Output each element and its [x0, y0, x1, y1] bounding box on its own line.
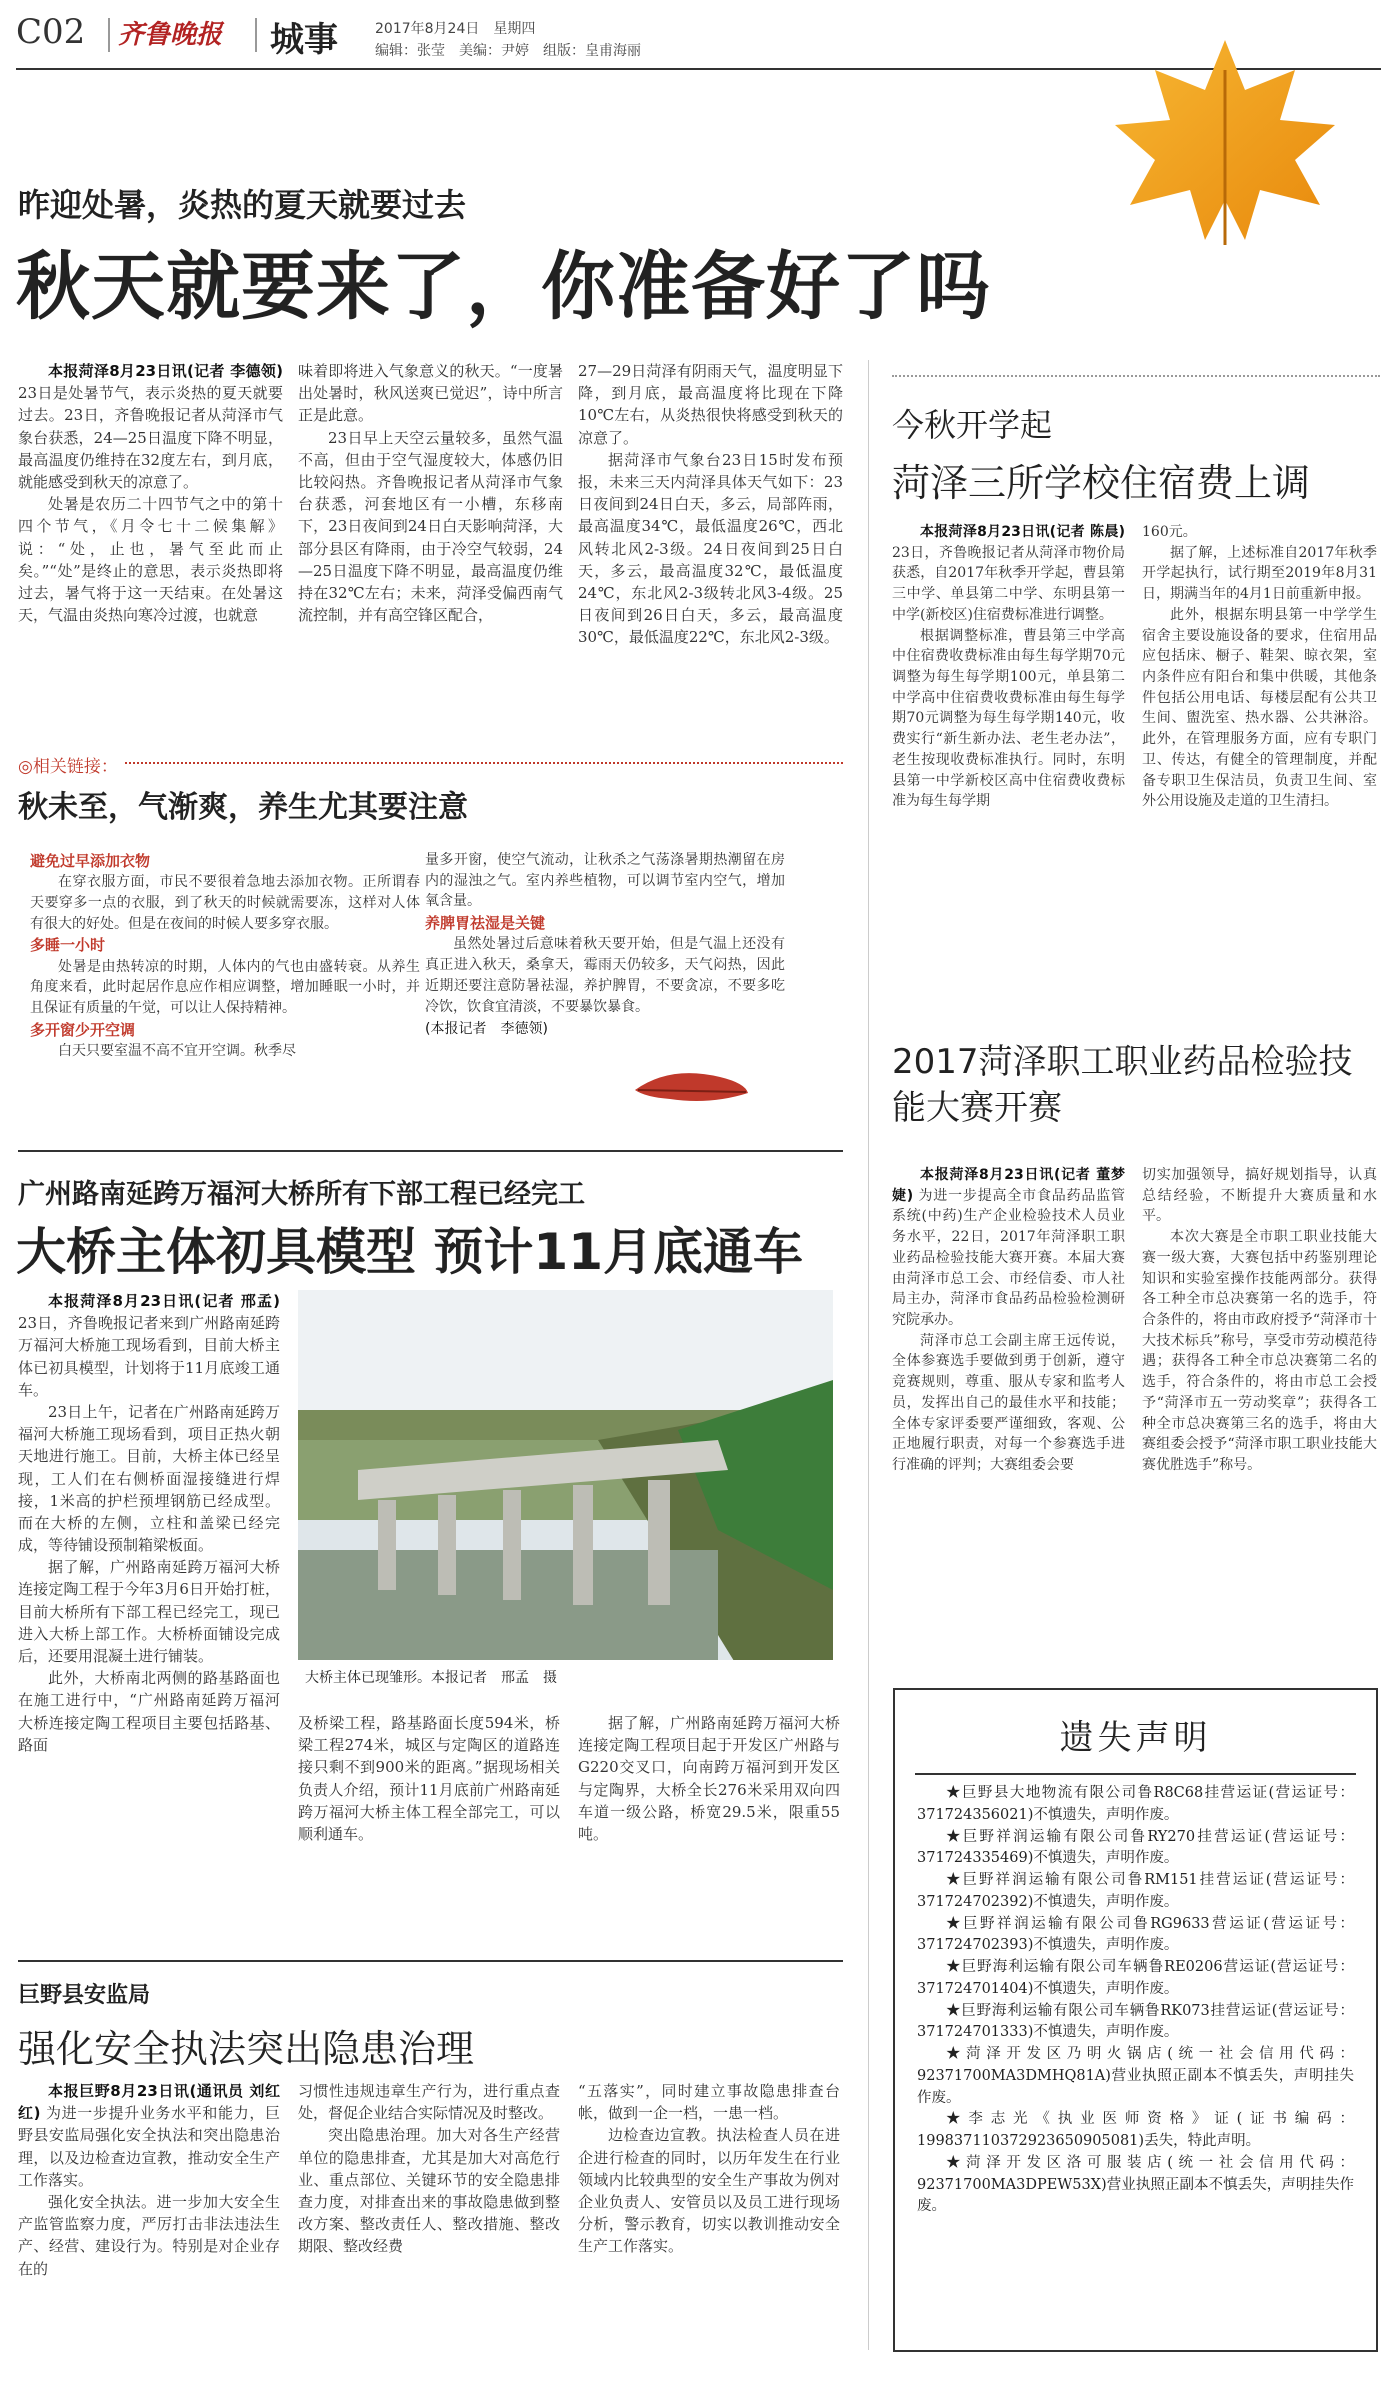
- link-rule: [18, 762, 843, 764]
- a5-headline: 强化安全执法突出隐患治理: [18, 2027, 475, 2071]
- red-leaf-icon: [630, 1065, 750, 1105]
- a2-col1: 本报菏泽8月23日讯(记者 陈晨) 23日，齐鲁晚报记者从菏泽市物价局获悉，自2017年秋季开学起，曹县第三中学、单县第二中学、东明县第一中学(新校区)住宿费标准进行调整。 根据调整标准，曹县第三中学高中住宿费收费标准由每生每学期70元调整为每生每学期100元，单县第二中学高中住宿费收费标准由每生每学期70元调整为每生每学期140元，收费实行“新生新办法、老生老办法”，老生按现收费标准执行。同时，东明县第一中学新校区高中住宿费收费标准为每生每学期: [892, 524, 1125, 810]
- notice-title: 遗失声明: [1059, 1718, 1212, 1758]
- notice-title-rule: [915, 1773, 1356, 1775]
- a4-headline: 大桥主体初具模型 预计11月底通车: [16, 1223, 803, 1281]
- notice-item: ★巨野海利运输有限公司车辆鲁RK073挂营运证(营运证号：371724701333)不慎遗失，声明作废。: [917, 2002, 1354, 2041]
- section-title: 城事: [270, 20, 338, 60]
- credits: 编辑：张莹 美编：尹婷 组版：皇甫海丽: [375, 43, 641, 59]
- a2-col2: 160元。 据了解，上述标准自2017年秋季开学起执行，试行期至2019年8月31日，期满当年的4月1日前重新申报。 此外，根据东明县第一中学学生宿舍主要设施设备的要求，住宿用品应包括床、橱子、鞋架、晾衣架，室内条件应有阳台和集中供暖，其他条件包括公用电话、每楼层配有公共卫生间、盥洗室、热水器、公共淋浴。此外，在管理服务方面，应有专职门卫、传达，有健全的管理制度，并配备专职卫生保洁员，负责卫生间、室外公用设施及走道的卫生清扫。: [1142, 524, 1377, 810]
- a4-kicker: 广州路南延跨万福河大桥所有下部工程已经完工: [18, 1179, 585, 1210]
- a5-col3: “五落实”，同时建立事故隐患排查台帐，做到一企一档，一患一档。 边检查边宣教。执法检查人员在进企进行检查的同时，以历年发生在行业领域内比较典型的安全生产事故为例对企业负责人、安管员以及员工进行现场分析，警示教育，切实以教训推动安全生产工作落实。: [578, 2082, 840, 2256]
- a5-dateline: 本报巨野8月23日讯(通讯员 刘红红): [18, 2082, 280, 2123]
- a2-kicker: 今秋开学起: [892, 406, 1053, 444]
- bridge-photo: [298, 1290, 833, 1700]
- a2-top-rule: [892, 375, 1380, 377]
- a3-dateline: 本报菏泽8月23日讯(记者 董梦婕): [892, 1167, 1125, 1204]
- a1-col1: 本报菏泽8月23日讯(记者 李德领) 23日是处暑节气，表示炎热的夏天就要过去。23日，齐鲁晚报记者从菏泽市气象台获悉，24—25日温度下降不明显，最高温度仍维持在32度左右，到月底，就能感受到秋天的凉意了。 处暑是农历二十四节气之中的第十四个节气，《月令七十二候集解》说：“处，止也，暑气至此而止矣。”“处”是终止的意思，表示炎热即将过去，暑气将于这一天结束。在处暑这天，气温由炎热向寒冷过渡，也就意: [18, 362, 283, 625]
- a4-dateline: 本报菏泽8月23日讯(记者 邢孟): [48, 1292, 280, 1310]
- a3-col2: 切实加强领导，搞好规划指导，认真总结经验，不断提升大赛质量和水平。 本次大赛是全市职工职业技能大赛一级大赛，大赛包括中药鉴别理论知识和实验室操作技能两部分。获得各工种全市总决赛第一名的选手，符合条件的，将由市政府授予“菏泽市十大技术标兵”称号，享受市劳动模范待遇；获得各工种全市总决赛第二名的选手，符合条件的，将由市总工会授予“菏泽市五一劳动奖章”；获得各工种全市总决赛第三名的选手，将由大赛组委会授予“菏泽市职工职业技能大赛优胜选手”称号。: [1142, 1167, 1377, 1474]
- header-sep: [255, 18, 257, 52]
- issue-date: 2017年8月24日 星期四: [375, 21, 536, 37]
- link-sub1: 避免过早添加衣物: [30, 852, 151, 870]
- a4-col3: 据了解，广州路南延跨万福河大桥连接定陶工程项目起于开发区广州路与G220交叉口，向南跨万福河到开发区与定陶界，大桥全长276米采用双向四车道一级公路，桥宽29.5米，限重55吨。: [578, 1714, 840, 1843]
- a1-dateline: 本报菏泽8月23日讯(记者 李德领): [48, 362, 283, 380]
- notice-item: ★巨野县大地物流有限公司鲁R8C68挂营运证(营运证号：371724356021)不慎遗失，声明作废。: [917, 1785, 1354, 1823]
- a2-dateline: 本报菏泽8月23日讯(记者 陈晨): [920, 524, 1125, 540]
- a5-col1: 本报巨野8月23日讯(通讯员 刘红红) 为进一步提升业务水平和能力，巨野县安监局强化安全执法和突出隐患治理，以及边检查边宣教，推动安全生产工作落实。 强化安全执法。进一步加大安全生产监管监察力度，严厉打击非法违法生产、经营、建设行为。特别是对企业存在的: [18, 2082, 280, 2278]
- a4-col2: 及桥梁工程，路基路面长度594米，桥梁工程274米，城区与定陶区的道路连接只剩不到900米的距离。”据现场相关负责人介绍，预计11月底前广州路南延跨万福河大桥主体工程全部完工，可以顺利通车。: [298, 1714, 560, 1843]
- link-sub3: 多开窗少开空调: [30, 1020, 136, 1039]
- link-label: ◎相关链接：: [18, 752, 124, 777]
- notice-item: ★菏泽开发区洛可服装店(统一社会信用代码：92371700MA3DPEW53X)营业执照正副本不慎丢失，声明挂失作废。: [917, 2154, 1354, 2215]
- notice-item: ★李志光《执业医师资格》证(证书编码：199837110372923650905081)丢失，特此声明。: [917, 2111, 1354, 2149]
- paper-logo: 齐鲁晚报: [118, 20, 223, 50]
- a1-headline: 秋天就要来了，你准备好了吗: [16, 244, 991, 330]
- link-sub4: 养脾胃祛湿是关键: [425, 914, 546, 933]
- notice-item: ★巨野海利运输有限公司车辆鲁RE0206营运证(营运证号：371724701404)不慎遗失，声明作废。: [917, 1959, 1354, 1997]
- link-sub2: 多睡一小时: [30, 936, 106, 955]
- a1-col3: 27—29日菏泽有阴雨天气，温度明显下降，到月底，最高温度将比现在下降10℃左右，从炎热很快将感受到秋天的凉意了。 据菏泽市气象台23日15时发布预报，未来三天内菏泽具体天气如下：23日夜间到24日白天，多云，局部阵雨，最高温度34℃，最低温度26℃，西北风转北风2-3级。24日夜间到25日白天，多云，最高温度32℃，最低温度24℃，东北风2-3级转北风3-4级。25日夜间到26日白天，多云，最高温度30℃，最低温度22℃，东北风2-3级。: [578, 362, 843, 647]
- notice-item: ★菏泽开发区乃明火锅店(统一社会信用代码：92371700MA3DMHQ81A)营业执照正副本不慎丢失，声明挂失作废。: [917, 2046, 1354, 2106]
- bridge-caption: 大桥主体已现雏形。本报记者 邢孟 摄: [305, 1670, 557, 1686]
- header-sep: [108, 18, 110, 52]
- a4-bottom-rule: [18, 1960, 843, 1962]
- notice-item: ★巨野祥润运输有限公司鲁RG9633营运证(营运证号：371724702393)不慎遗失，声明作废。: [917, 1915, 1354, 1954]
- link-headline: 秋未至，气渐爽，养生尤其要注意: [18, 790, 468, 825]
- a5-col2: 习惯性违规违章生产行为，进行重点查处，督促企业结合实际情况及时整改。 突出隐患治理。加大对各生产经营单位的隐患排查，尤其是加大对高危行业、重点部位、关键环节的安全隐患排查力度，对排查出来的事故隐患做到整改方案、整改责任人、整改措施、整改期限、整改经费: [298, 2082, 560, 2256]
- page-number: C02: [16, 12, 86, 52]
- notice-item: ★巨野祥润运输有限公司鲁RM151挂营运证(营运证号：371724702392)不慎遗失，声明作废。: [917, 1872, 1354, 1910]
- notice-box: [893, 1688, 1378, 2352]
- notice-item: ★巨野祥润运输有限公司鲁RY270挂营运证(营运证号：371724335469)不慎遗失，声明作废。: [917, 1828, 1354, 1867]
- link-bottom-rule: [18, 1150, 843, 1152]
- link-col1: 避免过早添加衣物 在穿衣服方面，市民不要很着急地去添加衣物。正所谓春天要穿多一点的衣服，到了秋天的时候就需要冻，这样对人体有很大的好处。但是在夜间的时候人要多穿衣服。 多睡一小时 处暑是由热转凉的时期，人体内的气也由盛转衰。从养生角度来看，此时起居作息应作相应调整，增加睡眠一小时，并且保证有质量的午觉，可以让人保持精神。 多开窗少开空调 白天只要室温不高不宜开空调。秋季尽: [30, 852, 420, 1059]
- column-rule: [868, 360, 869, 2350]
- link-byline: (本报记者 李德领): [425, 1021, 548, 1038]
- a4-col1: 本报菏泽8月23日讯(记者 邢孟) 23日，齐鲁晚报记者来到广州路南延跨万福河大桥施工现场看到，目前大桥主体已初具模型，计划将于11月底竣工通车。 23日上午，记者在广州路南延跨万福河大桥施工现场看到，项目正热火朝天地进行施工。目前，大桥主体已经呈现，工人们在右侧桥面湿接缝进行焊接，1米高的护栏预埋钢筋已经成型。而在大桥的左侧，立柱和盖梁已经完成，等待铺设预制箱梁板面。 据了解，广州路南延跨万福河大桥连接定陶工程于今年3月6日开始打桩，目前大桥所有下部工程已经完工，现已进入大桥上部工作。大桥桥面铺设完成后，还要用混凝土进行铺装。 此外，大桥南北两侧的路基路面也在施工进行中，“广州路南延跨万福河大桥连接定陶工程项目主要包括路基、路面: [18, 1292, 280, 1754]
- link-col2: 量多开窗，使空气流动，让秋杀之气荡涤暑期热潮留在房内的湿浊之气。室内养些植物，可以调节室内空气，增加氧含量。 养脾胃祛湿是关键 虽然处暑过后意味着秋天要开始，但是气温上还没有真正进入秋天，桑拿天，霉雨天仍较多，天气闷热，因此近期还要注意防暑祛湿，养护脾胃，不要贪凉，不要多吃冷饮，饮食宜清淡，不要暴饮暴食。 (本报记者 李德领): [425, 850, 785, 1040]
- maple-leaf-icon: [1095, 30, 1355, 260]
- a3-col1: 本报菏泽8月23日讯(记者 董梦婕) 为进一步提高全市食品药品监管系统(中药)生产企业检验技术人员业务水平，22日，2017年菏泽职工职业药品检验技能大赛开赛。本届大赛由菏泽市总工会、市经信委、市人社局主办，菏泽市食品药品检验检测研究院承办。 菏泽市总工会副主席王远传说，全体参赛选手要做到勇于创新，遵守竞赛规则，尊重、服从专家和监考人员，发挥出自己的最佳水平和技能；全体专家评委要严谨细致，客观、公正地履行职责，对每一个参赛选手进行准确的评判；大赛组委会要: [892, 1167, 1126, 1474]
- a5-kicker: 巨野县安监局: [18, 1983, 151, 2008]
- notice-list: [895, 1783, 1376, 2218]
- a1-col2: 味着即将进入气象意义的秋天。“一度暑出处暑时，秋风送爽已觉迟”，诗中所言正是此意。 23日早上天空云量较多，虽然气温不高，但由于空气湿度较大，体感仍旧比较闷热。齐鲁晚报记者从菏泽市气象台获悉，河套地区有一小槽，东移南下，23日夜间到24日白天影响菏泽，大部分县区有降雨，由于冷空气较弱，24—25日温度下降不明显，最高温度仍维持在32℃左右；未来，菏泽受偏西南气流控制，并有高空锋区配合，: [298, 362, 563, 625]
- a2-headline: 菏泽三所学校住宿费上调: [892, 461, 1311, 505]
- a3-headline: 2017菏泽职工职业药品检验技能大赛开赛: [892, 1042, 1353, 1128]
- a1-kicker: 昨迎处暑，炎热的夏天就要过去: [18, 186, 467, 224]
